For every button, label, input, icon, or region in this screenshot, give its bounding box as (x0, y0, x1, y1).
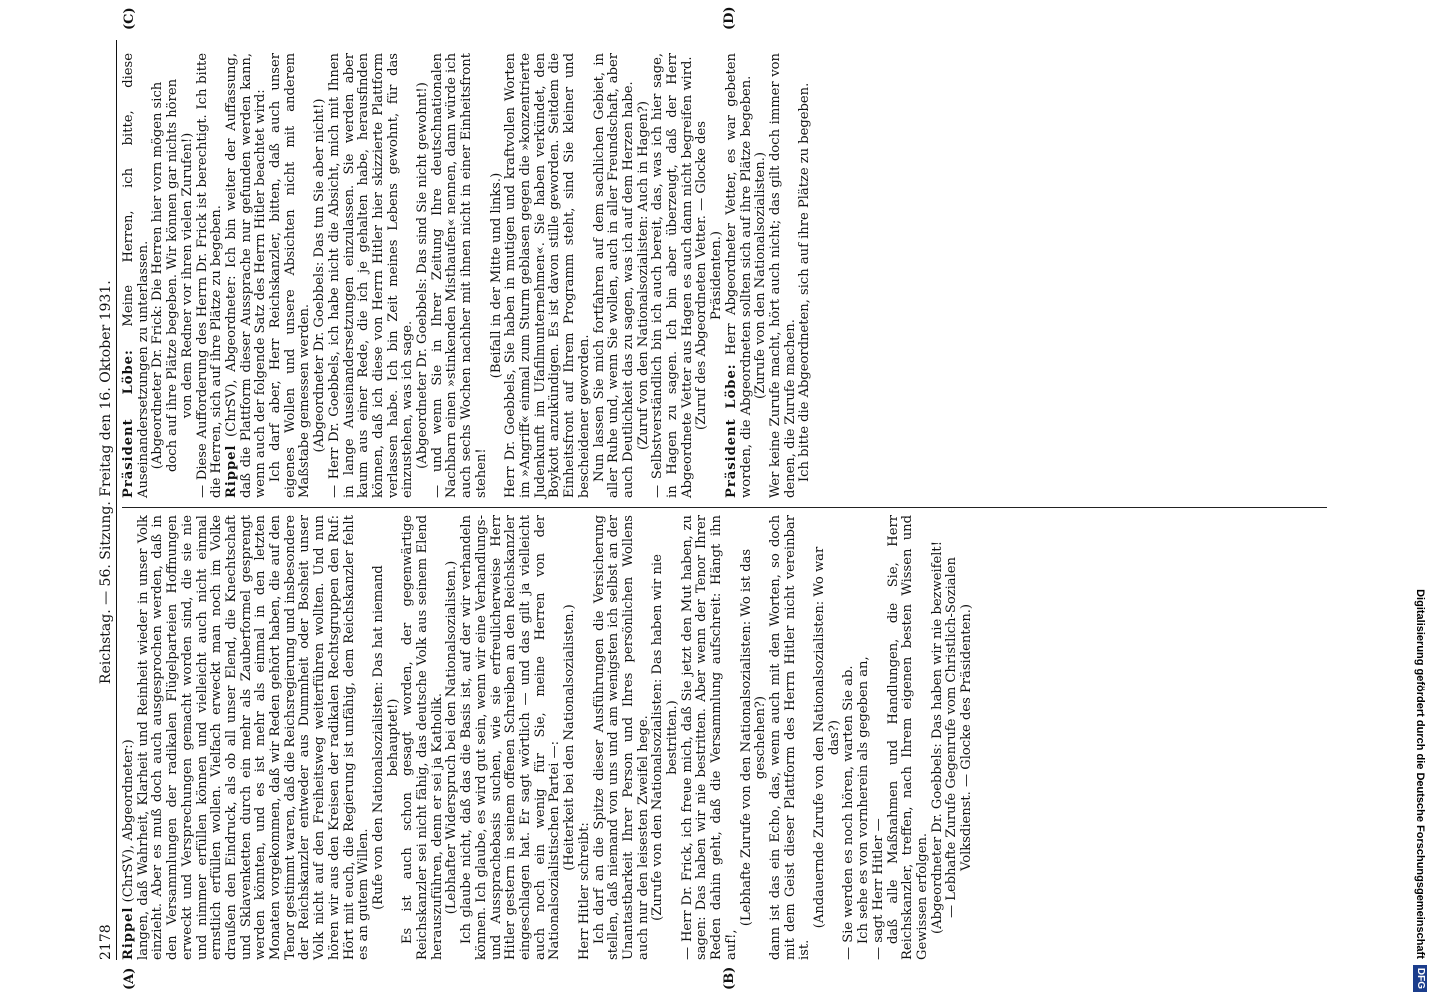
paragraph-text: daß alle Maßnahmen und Handlungen, die Sie, Herr Reichskanzler, treffen, nach Ihrem eigenen besten Wissen und Gewissen erfolgen. (885, 515, 930, 960)
paragraph (651, 53, 695, 498)
stage-direction (151, 77, 195, 474)
paragraph (122, 53, 151, 498)
right-text-column (122, 53, 813, 498)
stage-direction (813, 539, 842, 936)
paragraph (122, 515, 137, 960)
paragraph (593, 515, 652, 960)
paragraph-text: Herr Abgeordneter Vetter, es war gebeten worden, die Abgeordneten sollten sich auf ihre Plätze begeben. (723, 53, 754, 498)
stage-direction (651, 539, 680, 936)
paragraph (269, 53, 313, 498)
paragraph (769, 515, 813, 960)
paragraph (857, 515, 872, 960)
page-header (92, 40, 117, 960)
paragraph-text: — und wenn Sie in Ihrer Zeitung Ihre deutschnationalen Nachbarn einen »stinkenden Misthaufen« nennen, dann würde ich auch sechs Wochen nachher mit ihnen nicht in einer Einheitsfront stehen! (429, 53, 489, 498)
paragraph-text: Ich sehe es von vornherein als gegeben an, (856, 656, 872, 944)
paragraph-text: dann ist das ein Echo, das, wenn auch mit den Worten, so doch mit dem Geist dieser Plattform des Herrn Hitler nicht vereinbar ist. (767, 515, 813, 960)
dfg-logo: DFG (1413, 965, 1427, 992)
paragraph-text: (ChrSV), Abgeordneter:) (121, 739, 136, 907)
stage-direction (372, 539, 401, 936)
paragraph (681, 515, 740, 960)
paragraph-text: Ich darf aber, Herr Reichskanzler, bitten, daß auch unser eigenes Wollen und unsere Absichten nicht mit anderem Maßstabe gemessen werden. (268, 53, 313, 498)
stage-direction (740, 539, 769, 936)
rotated-document-page (92, 6, 1362, 990)
paragraph (401, 515, 445, 960)
stage-direction-text: (Rufe von den Nationalsozialisten: Das hat niemand behauptet!) (370, 565, 401, 910)
speaker-name: Präsident Löbe: (723, 363, 739, 498)
paragraph (887, 515, 931, 960)
margin-marker-b: (B) (722, 966, 737, 990)
digitization-text: Digitalisierung gefördert durch die Deutsche Forschungsgemeinschaft (1414, 589, 1426, 959)
digitization-note (1406, 8, 1434, 992)
stage-direction (313, 77, 328, 474)
paragraph-text: Ich glaube nicht, daß das die Basis ist, auf der wir verhandeln können. Ich glaube, es wird gut sein, wenn wir eine Verhandlungs- und Aussprachebasis suchen, wie sie erfreulicherweise Herr Hitler gestern in seinem offenen Schreiben an den Reichskanzler eingeschlagen hat. Er sagt wörtlich — und das gilt ja vielleicht auch noch ein wenig für Sie, meine Herren von der Nationalsozialistischen Partei —: (459, 515, 563, 960)
paragraph (593, 53, 637, 498)
header-title: Reichstag. — 56. Sitzung. Freitag den 16. Oktober 1931. (98, 280, 114, 685)
column-divider (122, 507, 1327, 508)
paragraph-text: Es ist auch schon gesagt worden, der gegenwärtige Reichskanzler sei nicht fähig, das deutsche Volk aus seinem Elend herauszuführen, denn er sei ja Katholik. (400, 515, 445, 960)
paragraph (431, 53, 490, 498)
stage-direction (931, 539, 975, 936)
paragraph-text: — sagt Herr Hitler — (870, 818, 886, 960)
stage-direction-text: (Abgeordneter Dr. Goebbels: Das tun Sie aber nicht!) (312, 98, 328, 453)
margin-marker-a: (A) (122, 967, 137, 990)
paragraph (225, 53, 269, 498)
paragraph-text: Ich bitte die Abgeordneten, sich auf ihre Plätze zu begeben. (797, 82, 813, 482)
stage-direction-text: (Abgeordneter Dr. Frick: Die Herren hier vorn mögen sich doch auf ihre Plätze begeben. Wir können gar nichts hören von dem Redner vor ihren vielen Zurufen!) (150, 78, 195, 473)
paragraph (872, 515, 887, 960)
stage-direction-text: (Zuruf des Abgeordneten Vetter. — Glocke des Präsidenten.) (694, 121, 725, 430)
stage-direction-text: (Zurufe von den Nationalsozialisten.) (753, 151, 769, 400)
left-text-column (122, 515, 975, 960)
stage-direction (490, 77, 505, 474)
stage-direction-text: (Lebhafter Widerspruch bei den Nationalsozialisten.) (444, 560, 460, 915)
stage-direction-text: (Abgeordneter Dr. Goebbels: Das sind Sie nicht gewohnt!) (415, 82, 431, 469)
paragraph-text: Meine Herren, ich bitte, diese Auseinandersetzungen zu unterlassen. (121, 53, 151, 498)
stage-direction-text: (Abgeordneter Dr. Goebbels: Das haben wir nie bezweifelt! — Lebhafte Zurufe Gegenrufe vom Christlich-Sozialen Volksdienst. — Glocke des Präsidenten.) (929, 541, 975, 934)
paragraph (460, 515, 563, 960)
paragraph-text: Ich darf an die Spitze dieser Ausführungen die Versicherung stellen, daß niemand von uns und am wenigsten ich selbst an der Unantastbarkeit Ihrer Person und Ihres persönlichen Wollens auch nur den leisesten Zweifel hege. (591, 515, 651, 960)
paragraph (578, 515, 593, 960)
paragraph (196, 53, 225, 498)
paragraph-text: — Diese Aufforderung des Herrn Dr. Frick ist berechtigt. Ich bitte die Herren, sich auf ihre Plätze zu begeben. (194, 53, 225, 498)
margin-marker-c: (C) (122, 7, 137, 30)
stage-direction (416, 77, 431, 474)
stage-direction (695, 77, 724, 474)
stage-direction-text: (Beifall in der Mitte und links.) (488, 172, 504, 379)
paragraph-text: Wer keine Zurufe macht, hört auch nicht; das gilt doch immer von denen, die Zurufe machen. (767, 53, 798, 498)
paragraph (769, 53, 798, 498)
stage-direction-text: (Andauernde Zurufe von den Nationalsozialisten: Wo war das?) (812, 546, 842, 929)
paragraph (504, 53, 592, 498)
stage-direction (563, 539, 578, 936)
paragraph-text: langen, daß Wahrheit, Klarheit und Reinheit wieder in unser Volk einzieht. Aber es muß doch auch ausgesprochen werden, daß in den Versammlungen der radikalen Flügelparteien Hoffnungen erweckt und Versprechungen gemacht worden sind, die sie nie und nimmer erfüllen können und vielleicht auch nicht einmal ernstlich erfüllen wollen. Vielfach erweckt man noch im Volke draußen den Eindruck, als ob all unser Elend, die Knechtschaft und Sklavenketten durch ein mehr als Zauberformel gesprengt werden könnten, und es ist mehr als einmal in den letzten Monaten vorgekommen, daß wir Reden gehört haben, die auf den Tenor gestimmt waren, daß die Reichsregierung und insbesondere der Reichskanzler entweder aus Dummheit oder Bosheit unser Volk nicht auf den Freiheitsweg weiterführen wollten. Und nun hören wir aus den Kreisen der radikalen Rechtsgruppen den Ruf: Hört mit euch, die Regierung ist unfähig, dem Reichskanzler fehlt es an gutem Willen. (135, 515, 372, 960)
stage-direction-text: (Lebhafte Zurufe von den Nationalsozialisten: Wo ist das geschehen?) (738, 548, 769, 927)
stage-direction (445, 539, 460, 936)
stage-direction (637, 77, 652, 474)
paragraph-text: Nun lassen Sie mich fortfahren auf dem sachlichen Gebiet, in aller Ruhe und, wenn Sie wollen, auch in aller Freundschaft, aber auch Deutlichkeit das zu sagen, was ich auf dem Herzen habe. (591, 53, 636, 498)
paragraph-text: — Herr Dr. Frick, ich freue mich, daß Sie jetzt den Mut haben, zu sagen: Das haben wir nie bestritten. Aber wenn der Tenor Ihrer Reden dahin geht, daß die Versammlung aufschreit: Hängt ihn auf!, (679, 515, 739, 960)
margin-marker-d: (D) (722, 6, 737, 30)
paragraph-text: — Herr Dr. Goebbels, ich habe nicht die Absicht, mich mit Ihnen in lange Auseinandersetzungen einzulassen. Sie werden aber kaum aus einer Rede, die ich je gehalten habe, herausfinden können, daß ich diese von Herrn Hitler hier skizzierte Plattform verlassen habe. Ich bin Zeit meines Lebens gewohnt, für das einzustehen, was ich sage. (326, 53, 416, 498)
paragraph (137, 515, 372, 960)
stage-direction-text: (Zurufe von den Nationalsozialisten: Das haben wir nie bestritten.) (650, 554, 681, 921)
paragraph (328, 53, 416, 498)
stage-direction-text: (Zuruf von den Nationalsozialisten: Auch in Hagen?) (635, 100, 651, 451)
paragraph (798, 53, 813, 498)
paragraph-text: — Sie werden es noch hören, warten Sie ab. (841, 665, 857, 960)
paragraph (842, 515, 857, 960)
stage-direction-text: (Heiterkeit bei den Nationalsozialisten.) (562, 604, 578, 871)
speaker-name: Präsident Löbe: (121, 349, 136, 498)
paragraph-text: Herr Hitler schreibt: (576, 822, 592, 960)
paragraph-text: (ChrSV), Abgeordneter: Ich bin weiter der Auffassung, daß die Plattform dieser Aussprache nur gefunden werden kann, wenn auch der folgende Satz des Herrn Hitler beachtet wird: (223, 53, 269, 498)
paragraph (725, 53, 754, 498)
paragraph-text: — Selbstverständlich bin ich auch bereit, das, was ich hier sage, in Hagen zu sagen. Ich bin aber überzeugt, daß der Herr Abgeordnete Vetter aus Hagen es auch dann nicht begreifen wird. (650, 53, 695, 498)
paragraph-text: Herr Dr. Goebbels, Sie haben in mutigen und kraftvollen Worten im »Angriff« einmal zum Sturm geblasen gegen die »konzentrierte Judenkunft im Ufafilmunternehmen«. Sie haben verkündet, den Boykott anzukündigen. Es ist davon stille geworden. Seitdem die Einheitsfront auf Ihrem Programm steht, sind Sie kleiner und bescheidener geworden. (503, 53, 592, 498)
speaker-name: Rippel (223, 444, 239, 498)
speaker-name: Rippel (121, 906, 136, 960)
page-number: 2178 (98, 924, 114, 960)
stage-direction (754, 77, 769, 474)
